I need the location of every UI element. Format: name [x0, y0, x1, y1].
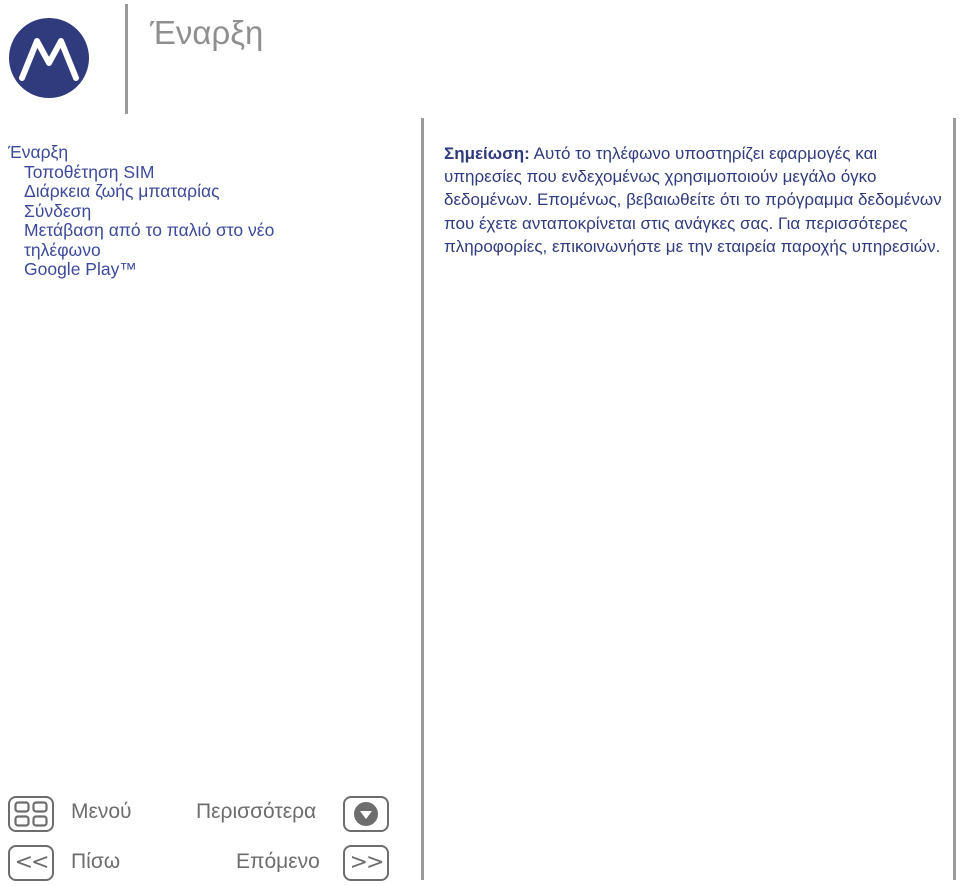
- double-chevron-right-icon: >>: [349, 850, 383, 875]
- content-divider-right: [953, 118, 956, 880]
- more-button[interactable]: [343, 796, 389, 832]
- toc-item-connection[interactable]: Σύνδεση: [24, 200, 92, 221]
- back-button[interactable]: [8, 845, 54, 881]
- menu-grid-icon: [14, 801, 48, 827]
- note-text: Αυτό το τηλέφωνο υποστηρίζει εφαρμογές και υπηρεσίες που ενδεχομένως χρησιμοποιούν μεγάλο όγκο δεδομένων. Επομένως, βεβαιωθείτε ότι το πρόγραμμα δεδομένων που έχετε ανταποκρίνεται στις ανάγκες σας. Για περισσότερες πληροφορίες, επικοινωνήστε με την εταιρεία παροχής υπηρεσιών.: [444, 144, 942, 256]
- page-title: Έναρξη: [150, 14, 264, 51]
- more-label[interactable]: Περισσότερα: [196, 800, 317, 823]
- toc-item-sim[interactable]: Τοποθέτηση SIM: [24, 161, 155, 182]
- toc-heading[interactable]: Έναρξη: [8, 142, 69, 162]
- header-divider: [125, 4, 128, 114]
- note-label: Σημείωση:: [444, 144, 530, 163]
- next-label[interactable]: Επόμενο: [236, 850, 320, 873]
- content-divider-left: [421, 118, 424, 880]
- toc-item-battery[interactable]: Διάρκεια ζωής μπαταρίας: [24, 181, 220, 201]
- note-paragraph: [444, 142, 944, 258]
- motorola-logo-icon: [9, 18, 89, 98]
- menu-button[interactable]: [8, 796, 54, 832]
- double-chevron-left-icon: <<: [14, 850, 48, 875]
- toc-item-google-play[interactable]: Google Play™: [24, 259, 137, 279]
- back-label[interactable]: Πίσω: [71, 850, 121, 873]
- chevron-down-circle-icon: [353, 801, 379, 827]
- toc-item-transfer[interactable]: Μετάβαση από το παλιό στο νέο τηλέφωνο: [24, 220, 275, 260]
- menu-label[interactable]: Μενού: [71, 800, 132, 823]
- next-button[interactable]: [343, 845, 389, 881]
- table-of-contents: [8, 143, 338, 280]
